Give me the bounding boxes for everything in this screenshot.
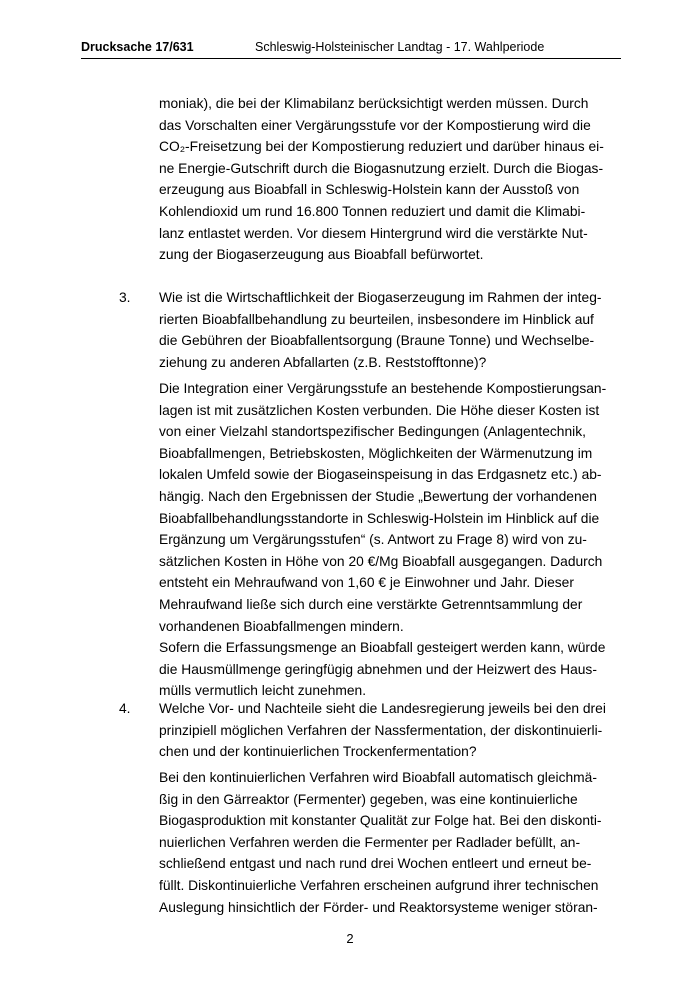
text-line: rierten Bioabfallbehandlung zu beurteilen, insbesondere im Hinblick auf (159, 311, 594, 327)
answer-3-text (159, 378, 619, 702)
question-3-text (159, 287, 619, 373)
document-number: Drucksache 17/631 (81, 40, 194, 54)
text-line: schließend entgast und nach rund drei Wochen entleert und erneut be- (159, 856, 592, 872)
text-line: Welche Vor- und Nachteile sieht die Landesregierung jeweils bei den drei (159, 701, 606, 716)
text-line: ne Energie-Gutschrift durch die Biogasnutzung erzielt. Durch die Biogas- (159, 160, 604, 176)
text-line: das Vorschalten einer Vergärungsstufe vor der Kompostierung wird die (159, 117, 591, 133)
text-line: CO₂-Freisetzung bei der Kompostierung reduziert und darüber hinaus ei- (159, 139, 604, 155)
text-line: Kohlendioxid um rund 16.800 Tonnen reduziert und damit die Klimabi- (159, 203, 586, 219)
question-4-text (159, 698, 619, 763)
text-line: lagen ist mit zusätzlichen Kosten verbunden. Die Höhe dieser Kosten ist (159, 402, 600, 418)
text-line: mülls vermutlich leicht zunehmen. (159, 683, 367, 699)
text-line: ziehung zu anderen Abfallarten (z.B. Reststofftonne)? (159, 354, 487, 370)
text-line: lokalen Umfeld sowie der Biogaseinspeisung in das Erdgasnetz etc.) ab- (159, 467, 602, 483)
text-line: Bioabfallbehandlungsstandorte in Schleswig-Holstein im Hinblick auf die (159, 510, 600, 526)
text-line: zung der Biogaserzeugung aus Bioabfall befürwortet. (159, 247, 484, 263)
text-line: füllt. Diskontinuierliche Verfahren erscheinen aufgrund ihrer technischen (159, 877, 599, 893)
page-header (81, 36, 621, 59)
text-line: lanz entlastet werden. Vor diesem Hintergrund wird die verstärkte Nut- (159, 225, 588, 241)
answer-4-text (159, 767, 619, 918)
text-line: Mehraufwand ließe sich durch eine verstärkte Getrenntsammlung der (159, 596, 583, 612)
text-line: Auslegung hinsichtlich der Förder- und Reaktorsysteme weniger störan- (159, 899, 598, 915)
text-line: von einer Vielzahl standortspezifischer Bedingungen (Anlagentechnik, (159, 424, 586, 440)
text-line: vorhandenen Bioabfallmengen mindern. (159, 618, 404, 634)
text-line: entsteht ein Mehraufwand von 1,60 € je Einwohner und Jahr. Dieser (159, 575, 574, 591)
text-line: nuierlichen Verfahren werden die Fermenter per Radlader befüllt, an- (159, 834, 581, 850)
text-line: erzeugung aus Bioabfall in Schleswig-Holstein kann der Ausstoß von (159, 182, 580, 198)
text-line: Ergänzung um Vergärungsstufen“ (s. Antwort zu Frage 8) wird von zu- (159, 532, 587, 548)
text-line: moniak), die bei der Klimabilanz berücksichtigt werden müssen. Durch (159, 96, 589, 111)
question-3-number: 3. (119, 290, 131, 305)
question-4-number: 4. (119, 701, 131, 716)
text-line: Die Integration einer Vergärungsstufe an bestehende Kompostierungsan- (159, 381, 607, 396)
text-line: Wie ist die Wirtschaftlichkeit der Biogaserzeugung im Rahmen der integ- (159, 290, 602, 305)
intro-paragraph (159, 93, 619, 266)
text-line: die Hausmüllmenge geringfügig abnehmen und der Heizwert des Haus- (159, 661, 597, 677)
text-line: prinzipiell möglichen Verfahren der Nassfermentation, der diskontinuierli- (159, 722, 603, 738)
text-line: ßig in den Gärreaktor (Fermenter) gegeben, was eine kontinuierliche (159, 791, 578, 807)
text-line: Sofern die Erfassungsmenge an Bioabfall gesteigert werden kann, würde (159, 640, 606, 656)
text-line: die Gebühren der Bioabfallentsorgung (Braune Tonne) und Wechselbe- (159, 333, 595, 349)
text-line: chen und der kontinuierlichen Trockenfermentation? (159, 744, 477, 760)
text-line: Bei den kontinuierlichen Verfahren wird Bioabfall automatisch gleichmä- (159, 770, 597, 785)
text-line: sätzlichen Kosten in Höhe von 20 €/Mg Bioabfall ausgegangen. Dadurch (159, 553, 603, 569)
parliament-title: Schleswig-Holsteinischer Landtag - 17. Wahlperiode (255, 40, 545, 54)
text-line: hängig. Nach den Ergebnissen der Studie „Bewertung der vorhandenen (159, 488, 597, 504)
page-number: 2 (346, 931, 354, 946)
text-line: Bioabfallmengen, Betriebskosten, Möglichkeiten der Wärmenutzung im (159, 445, 593, 461)
text-line: Biogasproduktion mit konstanter Qualität zur Folge hat. Bei den diskonti- (159, 813, 602, 829)
